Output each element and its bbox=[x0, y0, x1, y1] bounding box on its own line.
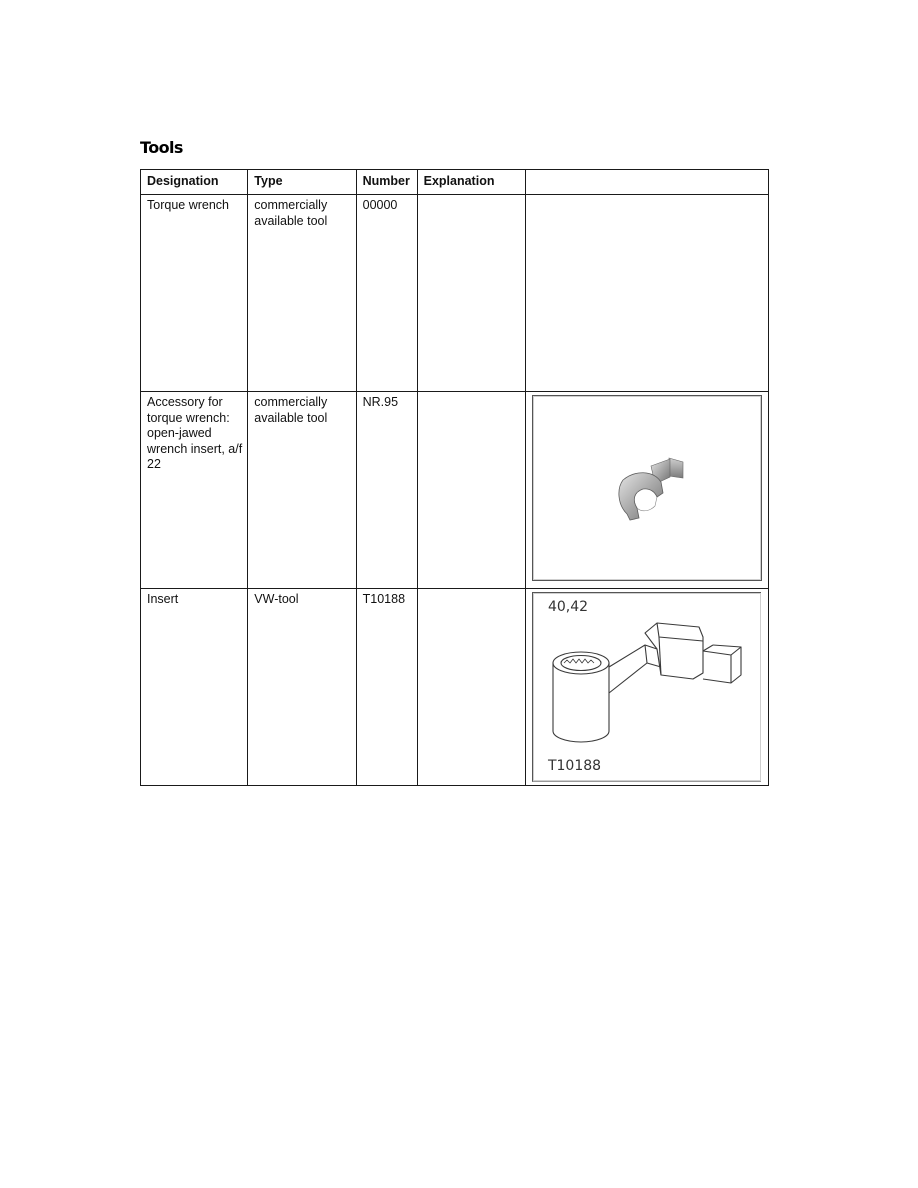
page-title: Tools bbox=[140, 138, 183, 157]
header-type: Type bbox=[248, 170, 356, 195]
cell-explanation bbox=[417, 589, 525, 786]
open-jawed-wrench-insert-icon bbox=[533, 396, 761, 580]
cell-number: 00000 bbox=[356, 195, 417, 392]
table-row bbox=[141, 589, 769, 786]
ring-insert-icon bbox=[533, 593, 761, 781]
table-row bbox=[141, 392, 769, 589]
cell-image bbox=[525, 589, 768, 786]
cell-image bbox=[525, 392, 768, 589]
header-explanation: Explanation bbox=[417, 170, 525, 195]
cell-designation: Insert bbox=[141, 589, 248, 786]
cell-designation: Torque wrench bbox=[141, 195, 248, 392]
cell-image-empty bbox=[525, 195, 768, 392]
cell-type: VW-tool bbox=[248, 589, 356, 786]
drawing-label-bottom: T10188 bbox=[547, 758, 602, 774]
cell-number: NR.95 bbox=[356, 392, 417, 589]
table-row bbox=[141, 195, 769, 392]
tools-table bbox=[140, 169, 769, 786]
header-image bbox=[525, 170, 768, 195]
cell-explanation bbox=[417, 195, 525, 392]
wrench-insert-photo bbox=[532, 395, 762, 581]
cell-explanation bbox=[417, 392, 525, 589]
cell-number: T10188 bbox=[356, 589, 417, 786]
table-header-row bbox=[141, 170, 769, 195]
cell-type: commercially available tool bbox=[248, 195, 356, 392]
insert-drawing bbox=[532, 592, 761, 782]
header-number: Number bbox=[356, 170, 417, 195]
drawing-label-top: 40,42 bbox=[547, 599, 589, 615]
cell-type: commercially available tool bbox=[248, 392, 356, 589]
cell-designation: Accessory for torque wrench: open-jawed wrench insert, a/f 22 bbox=[141, 392, 248, 589]
header-designation: Designation bbox=[141, 170, 248, 195]
